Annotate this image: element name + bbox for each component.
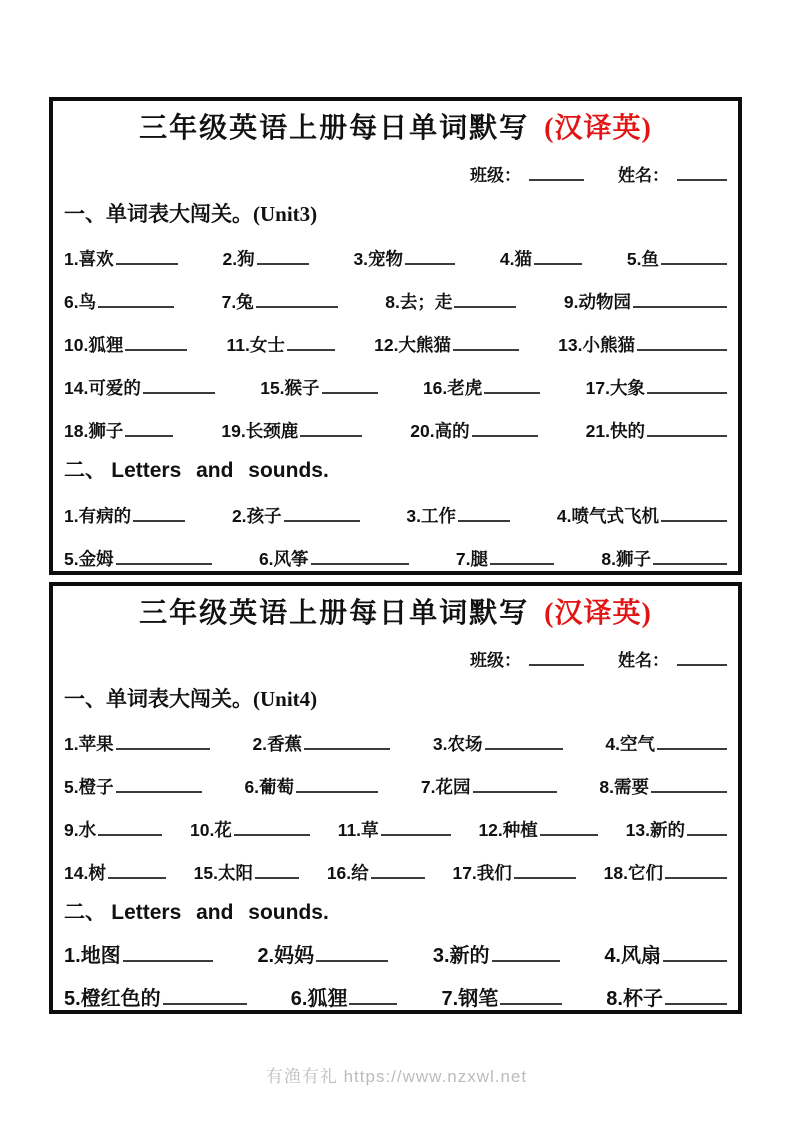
item-word-cn: 苹果 xyxy=(78,734,114,754)
item-word-cn: 需要 xyxy=(613,777,649,797)
item-word-cn: 鱼 xyxy=(641,249,659,269)
answer-blank-line xyxy=(405,261,455,265)
item-word-cn: 腿 xyxy=(470,549,489,569)
word-item xyxy=(586,377,727,399)
item-number: 4. xyxy=(604,945,621,967)
word-row xyxy=(64,944,727,969)
word-item xyxy=(232,505,360,527)
answer-blank-line xyxy=(647,390,727,394)
word-item xyxy=(606,987,727,1012)
item-number: 3. xyxy=(432,945,450,967)
item-word-cn: 小熊猫 xyxy=(582,335,635,355)
word-item xyxy=(500,248,582,270)
word-item xyxy=(221,420,362,442)
answer-blank-line xyxy=(490,561,554,565)
word-row xyxy=(64,248,727,270)
word-item xyxy=(410,420,537,442)
item-word-cn: 农场 xyxy=(447,734,483,754)
answer-blank-line xyxy=(371,875,425,879)
section1-word-list xyxy=(64,733,727,884)
item-number: 20. xyxy=(410,421,435,441)
section1-word-list xyxy=(64,248,727,442)
item-number: 6. xyxy=(64,292,79,312)
item-word-cn: 新的 xyxy=(449,945,490,967)
item-number: 5. xyxy=(64,549,79,569)
item-word-cn: 花园 xyxy=(435,777,471,797)
item-word-cn: 橙子 xyxy=(78,777,114,797)
answer-blank-line xyxy=(287,347,335,351)
item-number: 2. xyxy=(222,249,238,269)
section2-heading-en: Letters and sounds. xyxy=(111,901,329,924)
item-number: 1. xyxy=(64,249,79,269)
answer-blank-line xyxy=(458,518,510,522)
item-number: 7. xyxy=(441,988,459,1010)
answer-blank-line xyxy=(256,304,338,308)
word-item xyxy=(452,862,575,884)
section1-heading: 一、单词表大闯关。(Unit3) xyxy=(64,202,318,226)
item-word-cn: 狗 xyxy=(237,249,255,269)
answer-blank-line xyxy=(108,875,166,879)
word-item xyxy=(64,987,247,1012)
word-item xyxy=(64,862,166,884)
name-blank-line xyxy=(677,662,727,666)
item-number: 19. xyxy=(221,421,246,441)
word-item xyxy=(194,862,299,884)
answer-blank-line xyxy=(651,789,727,793)
word-item xyxy=(227,334,335,356)
item-number: 13. xyxy=(625,820,650,840)
word-item xyxy=(260,377,377,399)
answer-blank-line xyxy=(311,561,409,565)
item-number: 17. xyxy=(452,863,477,883)
answer-blank-line xyxy=(485,746,563,750)
word-item xyxy=(442,987,563,1012)
item-word-cn: 风筝 xyxy=(273,549,309,569)
item-number: 15. xyxy=(260,378,285,398)
item-number: 11. xyxy=(226,335,250,355)
word-item xyxy=(64,377,215,399)
section2-word-list xyxy=(64,505,727,570)
word-item xyxy=(64,819,162,841)
answer-blank-line xyxy=(653,561,727,565)
item-word-cn: 新的 xyxy=(649,820,685,840)
word-row xyxy=(64,291,727,313)
item-word-cn: 葡萄 xyxy=(259,777,295,797)
item-word-cn: 树 xyxy=(88,863,106,883)
answer-blank-line xyxy=(661,518,727,522)
word-item xyxy=(64,291,174,313)
item-number: 12. xyxy=(374,335,399,355)
word-item xyxy=(353,248,455,270)
item-number: 3. xyxy=(353,249,369,269)
word-item xyxy=(421,776,557,798)
word-item xyxy=(433,733,563,755)
word-item xyxy=(244,776,378,798)
item-word-cn: 空气 xyxy=(619,734,655,754)
item-number: 4. xyxy=(556,506,572,526)
answer-blank-line xyxy=(663,958,727,962)
item-word-cn: 高的 xyxy=(434,421,470,441)
item-number: 8. xyxy=(601,549,616,569)
word-item xyxy=(601,548,727,570)
item-word-cn: 大象 xyxy=(609,378,645,398)
item-word-cn: 橙红色的 xyxy=(80,988,161,1010)
class-label: 班级： xyxy=(470,651,521,670)
answer-blank-line xyxy=(500,1001,562,1005)
item-number: 3. xyxy=(406,506,422,526)
answer-blank-line xyxy=(492,958,560,962)
item-word-cn: 花 xyxy=(214,820,232,840)
item-number: 9. xyxy=(563,292,579,312)
word-item xyxy=(257,944,388,969)
item-number: 1. xyxy=(64,945,81,967)
name-label: 姓名： xyxy=(618,166,669,185)
item-number: 8. xyxy=(606,988,623,1010)
word-item xyxy=(478,819,597,841)
answer-blank-line xyxy=(633,304,727,308)
item-number: 6. xyxy=(290,988,308,1010)
word-item xyxy=(252,733,390,755)
item-number: 8. xyxy=(599,777,614,797)
word-row xyxy=(64,987,727,1012)
item-word-cn: 快的 xyxy=(610,421,645,441)
answer-blank-line xyxy=(116,746,210,750)
item-number: 12. xyxy=(478,820,503,840)
answer-blank-line xyxy=(304,746,390,750)
item-number: 13. xyxy=(558,335,583,355)
section2-heading-en: Letters and sounds. xyxy=(111,459,329,482)
sheet-title xyxy=(64,113,727,145)
item-number: 15. xyxy=(193,863,218,883)
item-word-cn: 孩子 xyxy=(246,506,282,526)
worksheet-card-unit4 xyxy=(49,582,742,1014)
item-word-cn: 它们 xyxy=(627,863,663,883)
word-row xyxy=(64,548,727,570)
answer-blank-line xyxy=(98,832,162,836)
item-number: 11. xyxy=(337,820,362,840)
answer-blank-line xyxy=(381,832,451,836)
item-word-cn: 女士 xyxy=(249,335,285,355)
item-word-cn: 草 xyxy=(361,820,379,840)
item-number: 7. xyxy=(221,292,237,312)
answer-blank-line xyxy=(473,789,557,793)
item-word-cn: 动物园 xyxy=(578,292,631,312)
answer-blank-line xyxy=(540,832,598,836)
sheet-title-text: 三年级英语上册每日单词默写 xyxy=(139,598,530,629)
word-item xyxy=(557,505,727,527)
item-word-cn: 金姆 xyxy=(78,549,114,569)
answer-blank-line xyxy=(234,832,310,836)
answer-blank-line xyxy=(322,390,378,394)
item-word-cn: 宠物 xyxy=(368,249,404,269)
item-word-cn: 大熊猫 xyxy=(398,335,451,355)
item-number: 18. xyxy=(64,421,89,441)
item-number: 5. xyxy=(64,777,79,797)
answer-blank-line xyxy=(316,958,388,962)
answer-blank-line xyxy=(143,390,215,394)
word-item xyxy=(627,248,727,270)
word-item xyxy=(64,776,202,798)
item-number: 17. xyxy=(585,378,610,398)
word-item xyxy=(338,819,451,841)
item-word-cn: 太阳 xyxy=(217,863,253,883)
item-word-cn: 狐狸 xyxy=(88,335,124,355)
word-item xyxy=(64,505,185,527)
word-item xyxy=(385,291,516,313)
item-number: 10. xyxy=(64,335,89,355)
item-number: 2. xyxy=(257,945,275,967)
word-item xyxy=(626,819,727,841)
word-item xyxy=(64,420,173,442)
answer-blank-line xyxy=(637,347,727,351)
item-word-cn: 地图 xyxy=(80,945,121,967)
section1-heading: 一、单词表大闯关。(Unit4) xyxy=(64,687,318,711)
item-word-cn: 杯子 xyxy=(622,988,663,1010)
word-item xyxy=(564,291,727,313)
item-word-cn: 妈妈 xyxy=(274,945,315,967)
item-number: 10. xyxy=(189,820,215,840)
answer-blank-line xyxy=(116,561,212,565)
answer-blank-line xyxy=(514,875,576,879)
answer-blank-line xyxy=(255,875,299,879)
item-word-cn: 工作 xyxy=(421,506,457,526)
word-item xyxy=(64,733,210,755)
item-number: 9. xyxy=(64,820,79,840)
word-item xyxy=(190,819,310,841)
word-item xyxy=(64,248,178,270)
answer-blank-line xyxy=(98,304,174,308)
word-item xyxy=(374,334,519,356)
item-word-cn: 猴子 xyxy=(284,378,320,398)
answer-blank-line xyxy=(116,261,178,265)
answer-blank-line xyxy=(125,433,173,437)
item-word-cn: 长颈鹿 xyxy=(245,421,299,441)
item-word-cn: 给 xyxy=(351,863,369,883)
word-row xyxy=(64,733,727,755)
item-number: 1. xyxy=(64,734,79,754)
item-word-cn: 钢笔 xyxy=(458,988,499,1010)
word-item xyxy=(586,420,727,442)
item-word-cn: 去；走 xyxy=(399,292,453,312)
word-item xyxy=(64,548,212,570)
worksheet-card-unit3 xyxy=(49,97,742,575)
word-row xyxy=(64,334,727,356)
section2-heading-cn: 二、 xyxy=(64,458,106,482)
word-item xyxy=(605,733,727,755)
item-word-cn: 狮子 xyxy=(615,549,651,569)
word-row xyxy=(64,819,727,841)
word-item xyxy=(423,377,540,399)
class-label: 班级： xyxy=(470,166,521,185)
word-item xyxy=(558,334,727,356)
item-number: 6. xyxy=(258,549,274,569)
class-blank-line xyxy=(529,177,584,181)
sheet-title-note: (汉译英) xyxy=(544,598,652,629)
word-item xyxy=(222,291,338,313)
item-word-cn: 老虎 xyxy=(447,378,483,398)
watermark-footer: 有渔有礼 https://www.nzxwl.net xyxy=(265,1067,528,1086)
answer-blank-line xyxy=(133,518,185,522)
answer-blank-line xyxy=(257,261,309,265)
answer-blank-line xyxy=(284,518,360,522)
item-number: 14. xyxy=(64,863,89,883)
word-row xyxy=(64,377,727,399)
item-word-cn: 鸟 xyxy=(78,292,97,312)
item-number: 8. xyxy=(385,292,400,312)
item-number: 5. xyxy=(64,988,81,1010)
class-name-line xyxy=(64,161,727,186)
item-word-cn: 喜欢 xyxy=(78,249,114,269)
word-item xyxy=(64,334,187,356)
word-row xyxy=(64,862,727,884)
item-word-cn: 种植 xyxy=(502,820,538,840)
item-word-cn: 我们 xyxy=(476,863,512,883)
item-number: 7. xyxy=(455,549,471,569)
item-number: 18. xyxy=(603,863,628,883)
name-label: 姓名： xyxy=(618,651,669,670)
answer-blank-line xyxy=(296,789,378,793)
item-number: 1. xyxy=(64,506,79,526)
sheet-title-note: (汉译英) xyxy=(544,113,652,144)
sheet-title xyxy=(64,598,727,630)
answer-blank-line xyxy=(163,1001,247,1005)
answer-blank-line xyxy=(125,347,187,351)
word-item xyxy=(456,548,554,570)
word-item xyxy=(327,862,425,884)
answer-blank-line xyxy=(453,347,519,351)
word-row xyxy=(64,505,727,527)
word-row xyxy=(64,776,727,798)
item-word-cn: 风扇 xyxy=(621,945,661,967)
item-word-cn: 狮子 xyxy=(88,421,124,441)
word-item xyxy=(222,248,308,270)
word-item xyxy=(604,862,727,884)
item-word-cn: 喷气式飞机 xyxy=(571,506,659,526)
item-word-cn: 香蕉 xyxy=(267,734,303,754)
item-word-cn: 有病的 xyxy=(78,506,132,526)
answer-blank-line xyxy=(534,261,582,265)
item-number: 16. xyxy=(326,863,352,883)
word-item xyxy=(406,505,510,527)
item-number: 2. xyxy=(231,506,247,526)
word-item xyxy=(604,944,727,969)
answer-blank-line xyxy=(665,875,727,879)
answer-blank-line xyxy=(116,789,202,793)
item-word-cn: 可爱的 xyxy=(88,378,141,398)
sheet-title-text: 三年级英语上册每日单词默写 xyxy=(139,113,530,144)
word-item xyxy=(259,548,409,570)
class-blank-line xyxy=(529,662,584,666)
word-item xyxy=(291,987,398,1012)
section2-heading xyxy=(64,899,727,926)
class-name-line xyxy=(64,646,727,671)
name-blank-line xyxy=(677,177,727,181)
answer-blank-line xyxy=(661,261,727,265)
answer-blank-line xyxy=(349,1001,397,1005)
section2-heading xyxy=(64,457,727,484)
section2-heading-cn: 二、 xyxy=(64,900,106,924)
item-number: 2. xyxy=(252,734,268,754)
answer-blank-line xyxy=(665,1001,727,1005)
item-word-cn: 狐狸 xyxy=(307,988,348,1010)
item-number: 14. xyxy=(64,378,89,398)
answer-blank-line xyxy=(300,433,362,437)
item-number: 4. xyxy=(605,734,620,754)
answer-blank-line xyxy=(454,304,516,308)
word-item xyxy=(433,944,560,969)
answer-blank-line xyxy=(647,433,727,437)
item-word-cn: 水 xyxy=(78,820,97,840)
word-item xyxy=(599,776,727,798)
word-item xyxy=(64,944,213,969)
answer-blank-line xyxy=(687,832,727,836)
item-word-cn: 兔 xyxy=(236,292,254,312)
item-number: 4. xyxy=(499,249,515,269)
item-number: 5. xyxy=(626,249,642,269)
item-number: 3. xyxy=(432,734,448,754)
section2-word-list xyxy=(64,944,727,1012)
item-number: 16. xyxy=(422,378,448,398)
word-row xyxy=(64,420,727,442)
item-number: 6. xyxy=(244,777,260,797)
item-number: 7. xyxy=(420,777,436,797)
answer-blank-line xyxy=(123,958,213,962)
answer-blank-line xyxy=(472,433,538,437)
answer-blank-line xyxy=(484,390,540,394)
item-word-cn: 猫 xyxy=(514,249,533,269)
item-number: 21. xyxy=(585,421,610,441)
answer-blank-line xyxy=(657,746,727,750)
